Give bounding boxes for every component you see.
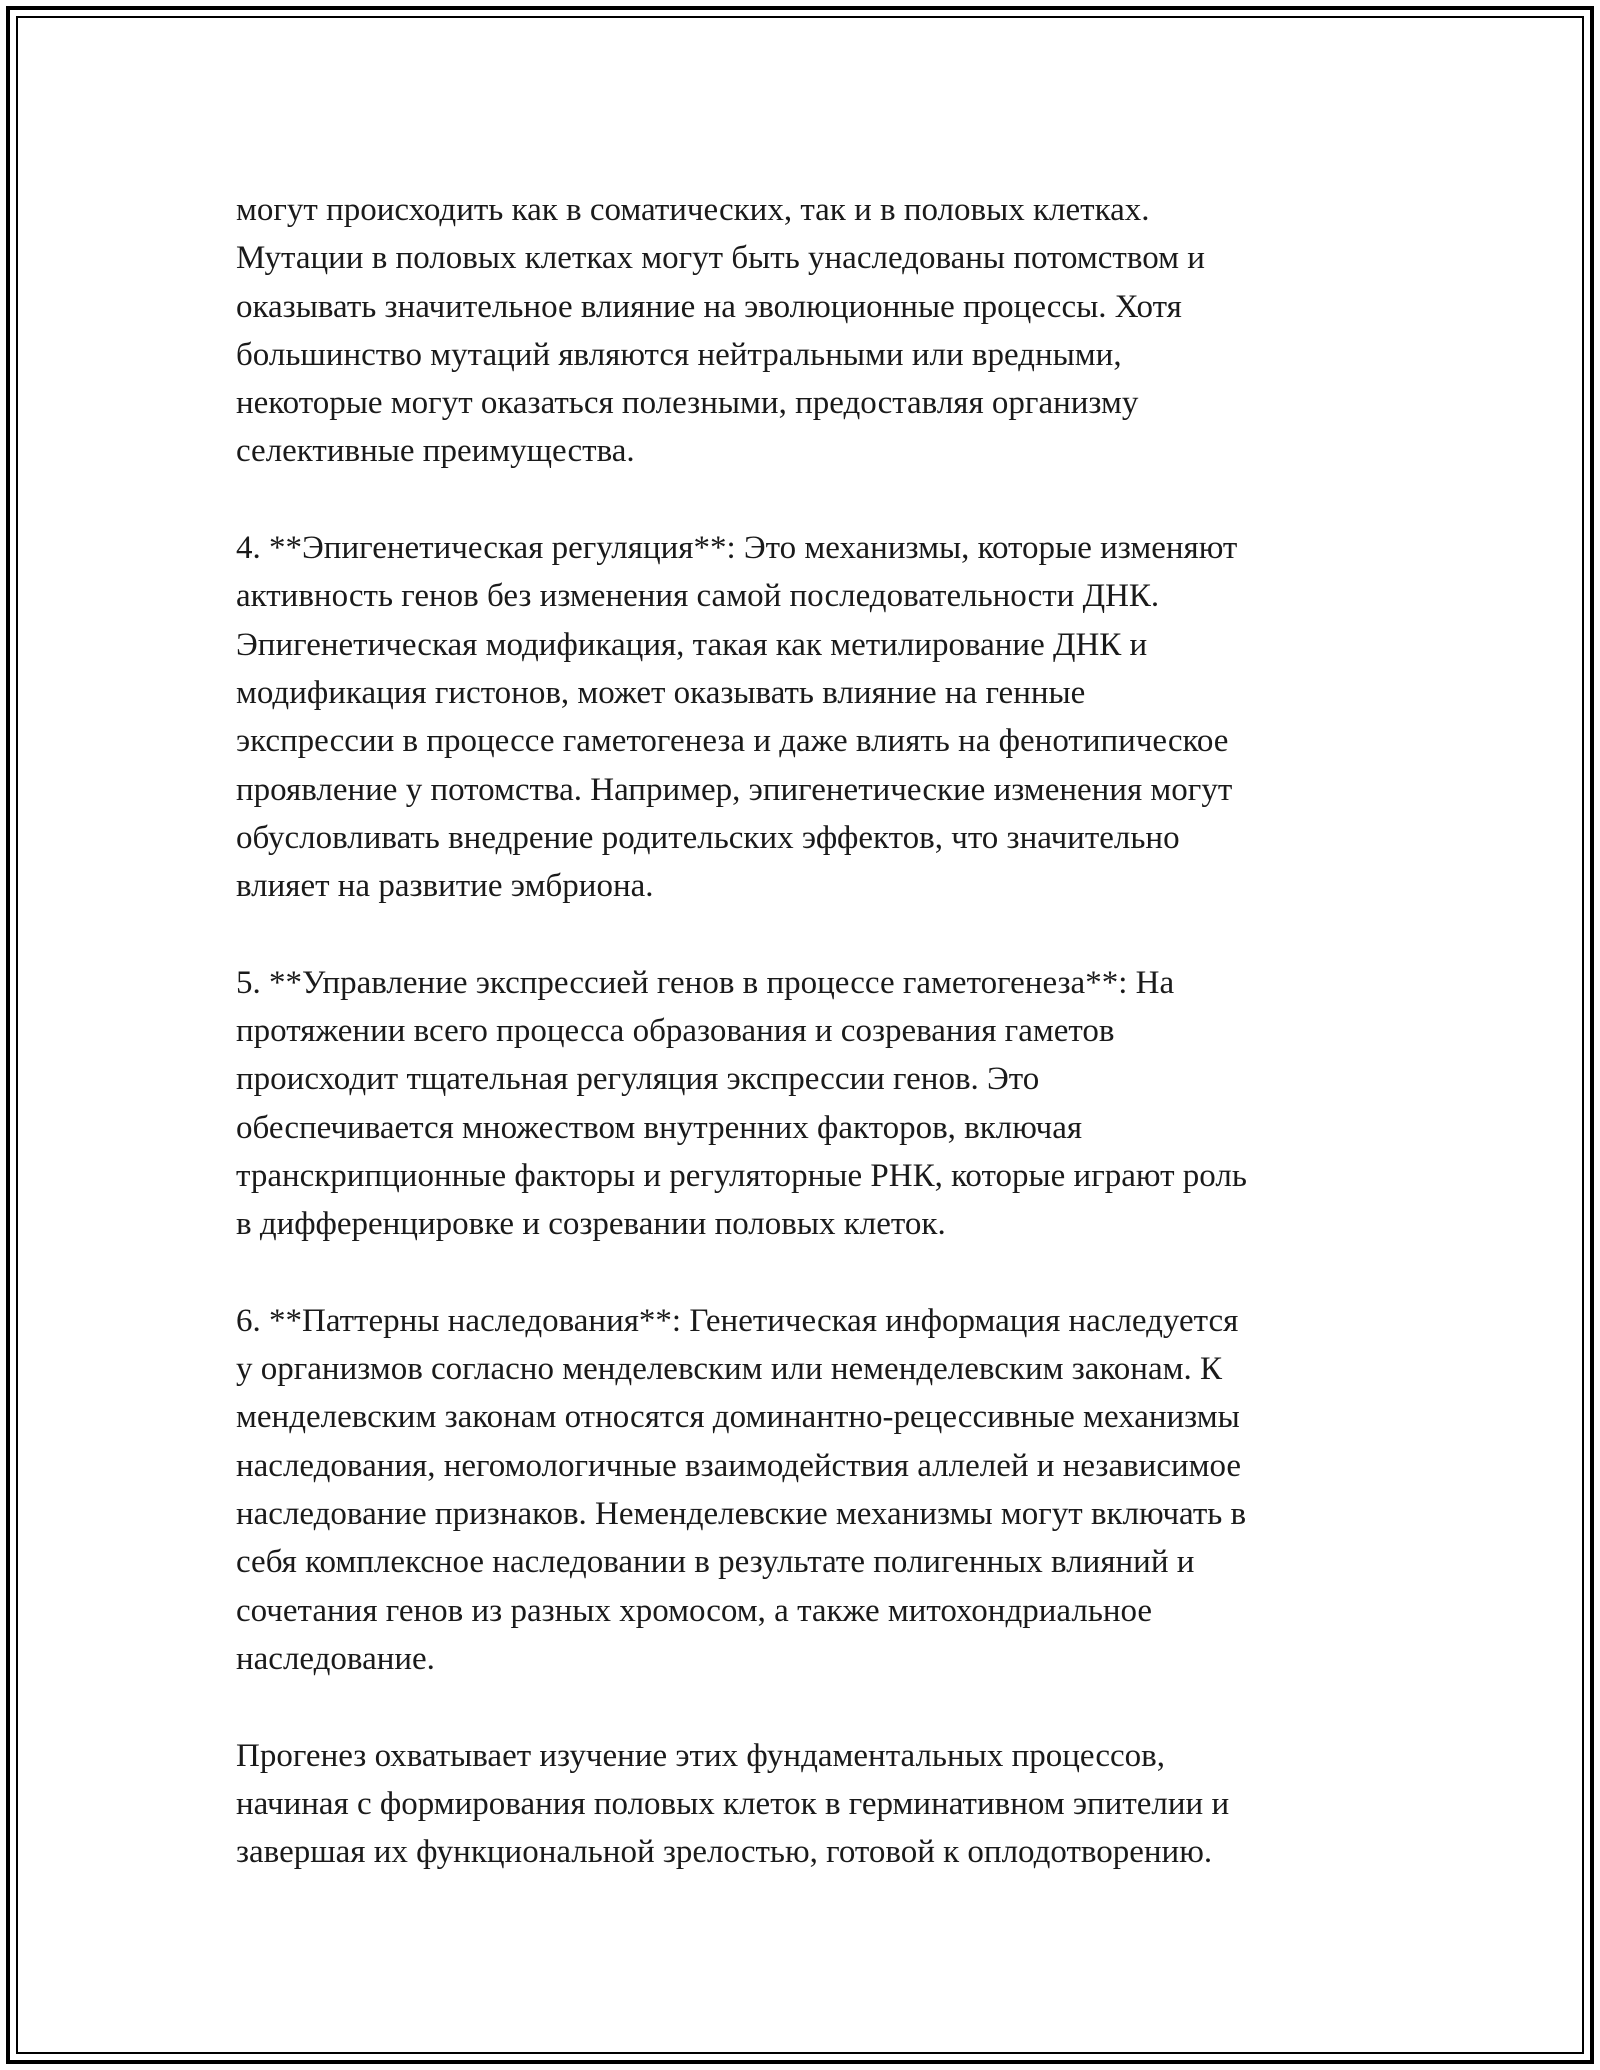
- paragraph-epigenetic-regulation: 4. **Эпигенетическая регуляция**: Это механизмы, которые изменяют активность генов без изменения самой последовательности ДНК. Эпигенетическая модификация, такая как метилирование ДНК и модификация гистонов, может оказывать влияние на генные экспрессии в процессе гаметогенеза и даже влиять на фенотипическое проявление у потомства. Например, эпигенетические изменения могут обусловливать внедрение родительских эффектов, что значительно влияет на развитие эмбриона.: [236, 530, 1238, 905]
- document-body: [236, 186, 1396, 1876]
- paragraph-mutations-continued: могут происходить как в соматических, так и в половых клетках. Мутации в половых клетках могут быть унаследованы потомством и оказывать значительное влияние на эволюционные процессы. Хотя большинство мутаций являются нейтральными или вредными, некоторые могут оказаться полезными, предоставляя организму селективные преимущества.: [236, 192, 1205, 470]
- paragraph-inheritance-patterns: 6. **Паттерны наследования**: Генетическая информация наследуется у организмов согласно менделевским или неменделевским законам. К менделевским законам относятся доминантно-рецессивные механизмы наследования, негомологичные взаимодействия аллелей и независимое наследование признаков. Неменделевские механизмы могут включать в себя комплексное наследовании в результате полигенных влияний и сочетания генов из разных хромосом, а также митохондриальное наследование.: [236, 1302, 1247, 1677]
- paragraph-conclusion: Прогенез охватывает изучение этих фундаментальных процессов, начиная с формирования половых клеток в герминативном эпителии и завершая их функциональной зрелостью, готовой к оплодотворению.: [236, 1737, 1230, 1871]
- paragraph-gene-expression-control: 5. **Управление экспрессией генов в процессе гаметогенеза**: На протяжении всего процесса образования и созревания гаметов происходит тщательная регуляция экспрессии генов. Это обеспечивается множеством внутренних факторов, включая транскрипционные факторы и регуляторные РНК, которые играют роль в дифференцировке и созревании половых клеток.: [236, 964, 1247, 1243]
